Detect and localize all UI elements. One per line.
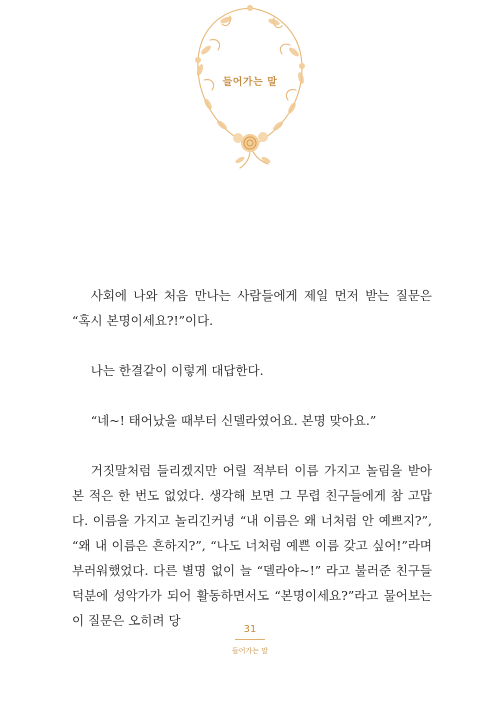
- paragraph: 나는 한결같이 이렇게 대답한다.: [90, 363, 264, 378]
- page-number: 31: [243, 624, 257, 635]
- paragraph: 거짓말처럼 들리겠지만 어릴 적부터 이름 가지고 놀림을 받아본 적은 한 번도 없었다. 생각해 보면 그 무렵 친구들에게 참 고맙다. 이름을 가지고 놀리긴커녕 “내 이름은 왜 너처럼 안 예쁘지?”, “왜 내 이름은 흔하지?”, “나도 너처럼 예쁜 이름 갖고 싶어!”라며 부러워했었다. 다른 별명 없이 늘 “델라야~!” 라고 불러준 친구들 덕분에 성악가가 되어 활동하면서도 “본명이세요?”라고 물어보는 이 질문은 오히려 당: [72, 463, 432, 628]
- chapter-label: 들어가는 말: [222, 77, 278, 88]
- footer-divider: [235, 639, 265, 640]
- body-text: [72, 283, 432, 633]
- paragraph: “네~! 태어났을 때부터 신델라였어요. 본명 맞아요.”: [90, 413, 377, 428]
- running-footer-title: 들어가는 말: [231, 647, 269, 655]
- paragraph: 사회에 나와 처음 만나는 사람들에게 제일 먼저 받는 질문은 “혹시 본명이세요?!”이다.: [72, 288, 432, 328]
